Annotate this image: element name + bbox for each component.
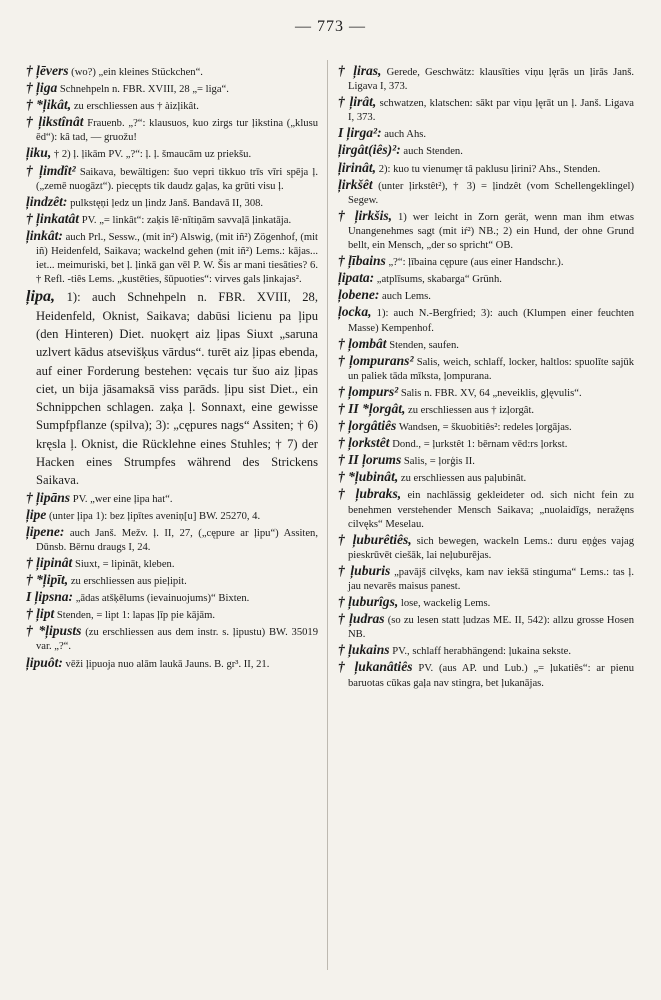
entry-text: lose, wackelig Lems. bbox=[400, 598, 491, 610]
headword: ļipa, bbox=[26, 288, 56, 306]
headword: † ļirkšis, bbox=[338, 207, 392, 223]
headword: ļipene: bbox=[26, 523, 65, 539]
dictionary-entry bbox=[26, 146, 318, 162]
headword: † *ļipīt, bbox=[26, 572, 69, 588]
headword: ļirgât(iês)²: bbox=[338, 142, 401, 158]
headword: † ļipāns bbox=[26, 489, 71, 505]
headword: ļipe bbox=[26, 506, 47, 522]
entry-text: PV. „= linkât“: zaķis lē·nītiņām savvaļā ļinkatāja. bbox=[81, 214, 292, 226]
dictionary-entry bbox=[26, 212, 318, 228]
headword: † ļubraks, bbox=[338, 486, 402, 502]
dictionary-entry bbox=[26, 624, 318, 654]
headword: † ļībains bbox=[338, 253, 386, 269]
entry-text: PV. (aus AP. und Lub.) „= ļukatiês“: ar pienu baruotas cūkas gaļa nav stingra, bet ļukanājas. bbox=[348, 663, 634, 689]
dictionary-entry bbox=[338, 402, 634, 418]
headword: † ļudras bbox=[338, 611, 385, 627]
entry-text: (wo?) „ein kleines Stückchen“. bbox=[71, 67, 203, 78]
headword: ļipata: bbox=[338, 270, 375, 286]
headword: † ļipinât bbox=[26, 554, 73, 570]
entry-text: Salis, weich, schlaff, locker, haltlos: spuolīte sajūk un paliek tāda mīksta, ļompurana. bbox=[348, 356, 634, 382]
dictionary-entry bbox=[338, 178, 634, 208]
entry-text: Gerede, Geschwätz: klausīties viņu ļęrās un ļirās Janš. Ligava I, 373. bbox=[348, 67, 634, 93]
entry-text: Stenden, = lipt 1: lapas ļīp pie kājām. bbox=[56, 610, 215, 622]
entry-text: auch Ahs. bbox=[384, 129, 427, 141]
dictionary-entry bbox=[26, 195, 318, 211]
headword: ļocka, bbox=[338, 304, 372, 320]
dictionary-entry bbox=[338, 564, 634, 594]
dictionary-entry bbox=[26, 164, 318, 194]
headword: † ļompurans² bbox=[338, 352, 414, 368]
dictionary-entry bbox=[338, 161, 634, 177]
entry-text: vēži ļipuoja nuo alām laukā Jauns. B. gr³. II, 21. bbox=[65, 658, 270, 670]
entry-text: ein nachlässig gekleideter od. sich nicht fein zu benehmen verstehender Mensch Saikava; „nuolaidīgs, neražęns cilvęks“ Meselau. bbox=[348, 490, 634, 530]
headword: ļinkât: bbox=[26, 227, 63, 243]
entry-text: 2): kuo tu vienumęr tâ paklusu ļirini? Ahs., Stenden. bbox=[378, 163, 601, 175]
entry-text: sich bewegen, wackeln Lems.: duru eņģes vajag pieskrūvēt ciešāk, lai neļuburējas. bbox=[348, 535, 634, 561]
entry-text: auch Janš. Mežv. ļ. II, 27, („cępure ar ļipu“) Assiten, Dūnsb. Bērnu draugs I, 24. bbox=[36, 527, 318, 553]
entry-text: auch Stenden. bbox=[403, 146, 463, 158]
entry-text: auch Lems. bbox=[382, 291, 431, 303]
headword: † ļompurs² bbox=[338, 383, 399, 399]
entry-text: Siuxt, = lipināt, kleben. bbox=[74, 558, 175, 570]
entry-text: auch Prl., Sessw., (mit in²) Alswig, (mit iñ²) Zögenhof, (mit iñ) Heidenfeld, Saikava; wackelnd gehen (mit iñ²) Lems.: kājas... iet... meimuriski, bet ļ. ļinkā gan vēl P. W. Šis ar mani tiesāties? 6. † Refl. -tiês Lems. „kustēties, šūpuoties“: virves gals ļinkajas². bbox=[36, 231, 318, 286]
headword: ļiku, bbox=[26, 145, 52, 161]
entry-text: zu erschliessen aus paļubinât. bbox=[400, 473, 527, 485]
dictionary-entry bbox=[338, 354, 634, 384]
dictionary-entry bbox=[338, 64, 634, 94]
entry-text: (unter ļirkstêt²), † 3) = ļindzêt (vom Schellengeklingel) Segew. bbox=[348, 180, 634, 206]
headword: † ļorgâtiês bbox=[338, 418, 397, 434]
dictionary-entry bbox=[338, 254, 634, 270]
dictionary-entry bbox=[338, 385, 634, 401]
headword: † ļiras, bbox=[338, 64, 382, 78]
headword: ļirkšêt bbox=[338, 176, 373, 192]
headword: † ļuburîgs, bbox=[338, 594, 399, 610]
entry-text: Stenden, saufen. bbox=[389, 339, 459, 351]
headword: † II *ļorgât, bbox=[338, 400, 406, 416]
dictionary-entry bbox=[338, 612, 634, 642]
entry-text: Wandsen, = škuobitiês²: redeles ļorgājas. bbox=[398, 422, 572, 434]
dictionary-entry bbox=[338, 209, 634, 253]
dictionary-entry bbox=[338, 271, 634, 287]
entry-text: Dond., = ļurkstêt 1: bērnam vēd:rs ļorkst. bbox=[392, 439, 568, 451]
dictionary-entry bbox=[338, 419, 634, 435]
entry-text: 1): auch N.-Bergfried; 3): auch (Klumpen einer feuchten Masse) Kempenhof. bbox=[348, 308, 634, 334]
dictionary-entry bbox=[338, 126, 634, 142]
headword: † ļombât bbox=[338, 335, 387, 351]
dictionary-entry bbox=[26, 491, 318, 507]
dictionary-entry bbox=[338, 643, 634, 659]
headword: † ļorkstêt bbox=[338, 435, 390, 451]
headword: † ļipt bbox=[26, 606, 55, 622]
dictionary-entry bbox=[26, 590, 318, 606]
headword: † *ļubinât, bbox=[338, 469, 399, 485]
dictionary-entry bbox=[338, 305, 634, 335]
entry-text: 1): auch Schnehpeln n. FBR. XVIII, 28, Heidenfeld, Oknist, Saikava; dabūsi licienu pa ļipu (den Hinteren) Diet. nuokęrt aiz ļipas Siuxt „saruna uzlvert kādus atsevišķus vārdus“. turēt aiz ļipas ebenda, auf einer Forderung bestehen: vęcais tur šuo aiz ļipas ciet, un bija jāsamaksā viss parāds. ļipu sist Diet., ein Schnippchen schlagen. zaķa ļ. Sonnaxt, eine gewisse Sumpfpflanze (spilva); 3): „cępures nags“ Assiten; † 6) kręsla ļ. Oknist, die Rücklehne eines Stuhles; † 7) der Hacken eines Strumpfes während des Strickens Saikava. bbox=[36, 290, 318, 488]
entry-text: zu erschliessen aus pieļipit. bbox=[70, 576, 187, 588]
headword: I ļirga²: bbox=[338, 125, 382, 141]
entry-text: „atplīsums, skabarga“ Grünh. bbox=[376, 274, 502, 286]
entry-text: „pavājš cilvęks, kam nav iekšā stinguma“ Lems.: tas ļ. jau nevarēs maisus panest. bbox=[348, 566, 634, 592]
dictionary-entry bbox=[338, 337, 634, 353]
entry-text: 1) wer leicht in Zorn gerät, wenn man ihm etwas Unangenehmes sagt (mit iŕ²) NB.; 2) ein Hund, der ohne Grund bellt, ein Mensch, „der so spricht“ OB. bbox=[348, 211, 634, 252]
entry-text: pulkstęņi ļedz un ļindz Janš. Bandavā II, 308. bbox=[70, 197, 264, 209]
dictionary-entry bbox=[26, 229, 318, 287]
headword: † ļinkatât bbox=[26, 210, 80, 226]
entry-text: „?“: ļībaina cępure (aus einer Handschr.). bbox=[388, 257, 564, 269]
dictionary-entry bbox=[26, 288, 318, 489]
dictionary-entry bbox=[338, 95, 634, 125]
dictionary-entry bbox=[338, 595, 634, 611]
dictionary-entry bbox=[26, 98, 318, 114]
dictionary-entry bbox=[26, 115, 318, 145]
headword: ļindzêt: bbox=[26, 193, 68, 209]
headword: † ļiga bbox=[26, 80, 58, 96]
headword: ļipuôt: bbox=[26, 654, 63, 670]
dictionary-entry bbox=[26, 556, 318, 572]
headword: † II ļorums bbox=[338, 452, 402, 468]
headword: † ļukains bbox=[338, 642, 390, 658]
headword: † ļimdît² bbox=[26, 162, 76, 178]
headword: † ļēvers bbox=[26, 64, 69, 78]
dictionary-entry bbox=[338, 288, 634, 304]
dictionary-entry bbox=[26, 656, 318, 672]
headword: ļobene: bbox=[338, 287, 380, 303]
dictionary-entry bbox=[26, 508, 318, 524]
entry-text: † 2) ļ. ļikām PV. „?“: ļ. ļ. šmaucām uz priekšu. bbox=[53, 149, 252, 161]
headword: † ļirât, bbox=[338, 94, 377, 110]
headword: † *ļikât, bbox=[26, 97, 72, 113]
entry-text: Frauenb. „?“: klausuos, kuo zirgs tur ļikstina („klusu ēd“): kâ tad, — gruožu! bbox=[36, 118, 318, 144]
column-divider bbox=[327, 60, 328, 970]
headword: † ļikstînât bbox=[26, 114, 84, 130]
dictionary-entry bbox=[26, 64, 318, 80]
entry-text: PV., schlaff herabhängend: ļukaina sekste. bbox=[392, 646, 572, 658]
left-column bbox=[26, 64, 318, 982]
dictionary-entry bbox=[26, 607, 318, 623]
entry-text: zu erschliessen aus † izļorgât. bbox=[408, 404, 535, 416]
dictionary-entry bbox=[26, 81, 318, 97]
entry-text: (unter ļipa 1): bez ļipītes aveniņ[u] BW. 25270, 4. bbox=[48, 510, 261, 522]
dictionary-entry bbox=[338, 533, 634, 563]
entry-text: Salis n. FBR. XV, 64 „neveiklis, gļęvulis“. bbox=[400, 387, 582, 399]
dictionary-entry bbox=[338, 143, 634, 159]
entry-text: (so zu lesen statt ļudzas ME. II, 542): allzu grosse Hosen NB. bbox=[348, 615, 634, 641]
dictionary-entry bbox=[338, 470, 634, 486]
dictionary-entry bbox=[26, 573, 318, 589]
headword: ļirinât, bbox=[338, 159, 377, 175]
entry-text: PV. „wer eine ļipa hat“. bbox=[72, 493, 173, 505]
headword: † *ļipusts bbox=[26, 623, 82, 639]
entry-text: (zu erschliessen aus dem instr. s. ļipustu) BW. 35019 var. „?“. bbox=[36, 627, 318, 653]
entry-text: „ādas atšķēlums (ievainuojums)“ Bixten. bbox=[75, 593, 250, 605]
entry-text: Saikava, bewältigen: šuo vepri tikkuo trīs vīri spēja ļ. („zemē nuogāzt“). piecępts tik daudz gaļas, ka grūti visu ļ. bbox=[36, 166, 318, 192]
headword: † ļukanâtiês bbox=[338, 659, 413, 675]
entry-text: Schnehpeln n. FBR. XVIII, 28 „= liga“. bbox=[59, 84, 229, 96]
right-column bbox=[338, 64, 634, 982]
headword: I ļipsna: bbox=[26, 589, 74, 605]
entry-text: schwatzen, klatschen: sākt par viņu ļęrāt un ļ. Janš. Ligava I, 373. bbox=[348, 98, 634, 124]
dictionary-entry bbox=[338, 436, 634, 452]
entry-text: zu erschliessen aus † àizļikât. bbox=[73, 101, 199, 113]
headword: † ļuburis bbox=[338, 562, 391, 578]
dictionary-entry bbox=[26, 525, 318, 555]
dictionary-entry bbox=[338, 487, 634, 531]
dictionary-entry bbox=[338, 660, 634, 690]
headword: † ļuburêtiês, bbox=[338, 531, 412, 547]
dictionary-entry bbox=[338, 453, 634, 469]
page-number: — 773 — bbox=[295, 18, 366, 35]
entry-text: Salis, = ļorģis II. bbox=[403, 456, 475, 468]
